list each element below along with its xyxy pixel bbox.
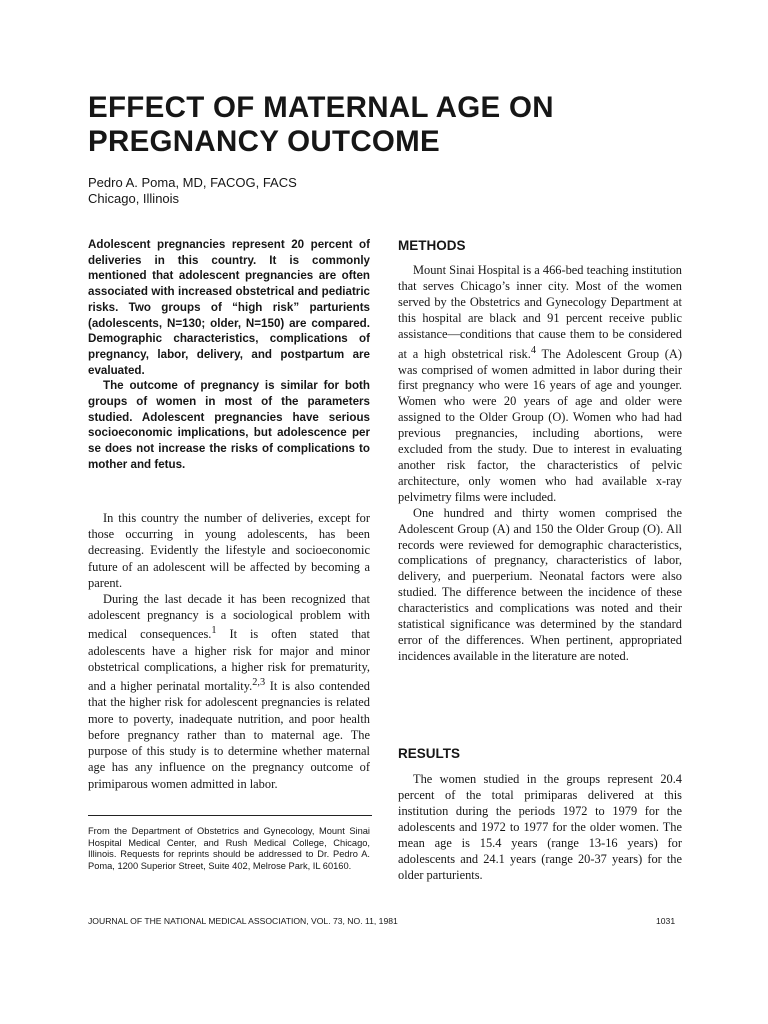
abstract-paragraph-2: The outcome of pregnancy is similar for both groups of women in most of the parameters studied. Adolescent pregnancies have serious socioeconomic implications, but adolescence per se does not increase the risks of complications to mother and fetus. [88, 379, 370, 471]
journal-citation: JOURNAL OF THE NATIONAL MEDICAL ASSOCIATION, VOL. 73, NO. 11, 1981 [88, 916, 398, 926]
methods-paragraph-2: One hundred and thirty women comprised the Adolescent Group (A) and 150 the Older Group (O). All records were reviewed for demographic characteristics, complications of pregnancy, characteristics of labor, delivery, and puerperium. Neonatal factors were also studied. The difference between the incidence of these characteristics and complications was noted and their statistical significance was determined by the standard error of the differences. When pertinent, appropriated incidences available in the literature are noted. [398, 505, 682, 663]
abstract-paragraph-1: Adolescent pregnancies represent 20 percent of deliveries in this country. It is commonly mentioned that adolescent pregnancies are often associated with increased obstetrical and pediatric risks. Two groups of “high risk” parturients (adolescents, N=130; older, N=150) are compared. Demographic characteristics, complications of pregnancy, labor, delivery, and postpartum are evaluated. [88, 238, 370, 377]
methods-section [398, 263, 682, 665]
reference-2-3: 2,3 [252, 677, 266, 689]
author-name: Pedro A. Poma, MD, FACOG, FACS [88, 175, 297, 190]
methods-paragraph-1 [398, 263, 682, 506]
footnote-rule [88, 815, 372, 816]
intro-text-c: It is also contended that the higher risk for adolescent pregnancies is related more to poverty, inadequate nutrition, and poor health before pregnancy rather than to maternal age. The purpose of this study is to determine whether maternal age has any influence on the pregnancy outcome of primiparous women admitted in labor. [88, 679, 370, 791]
author-block [88, 175, 297, 207]
methods-text-b: The Adolescent Group (A) was comprised of women admitted in labor during their first pregnancy who were 16 years of age and younger. Women who were 20 years of age and older were assigned to the Older Group (O). Women who had had previous pregnancies, including abortions, were excluded from the study. Due to interest in evaluating another risk factor, the characteristics of pelvic architecture, only women who had available x-ray pelvimetry films were included. [398, 346, 682, 504]
article-title [88, 91, 688, 159]
affiliation-footnote: From the Department of Obstetrics and Gynecology, Mount Sinai Hospital Medical Center, and Rush Medical College, Chicago, Illinois. Requests for reprints should be addressed to Dr. Pedro A. Poma, 1200 Superior Street, Suite 402, Melrose Park, IL 60160. [88, 826, 370, 871]
intro-paragraph-2 [88, 591, 370, 792]
author-location: Chicago, Illinois [88, 191, 180, 206]
results-heading: RESULTS [398, 746, 461, 761]
title-line-1: EFFECT OF MATERNAL AGE ON [88, 91, 554, 124]
intro-text-b: It is often stated that adolescents have a higher risk for major and minor obstetrical complications, a higher risk for prematurity, and a higher perinatal mortality. [88, 627, 371, 694]
intro-text-a: During the last decade it has been recognized that adolescent pregnancy is a sociological problem with medical consequences. [88, 592, 370, 642]
abstract [88, 237, 370, 473]
reference-4: 4 [530, 344, 536, 356]
results-paragraph-1: The women studied in the groups represent 20.4 percent of the total primiparas delivered at this institution during the periods 1972 to 1979 for the adolescents and 1972 to 1977 for the older women. The mean age is 15.4 years (range 13-16 years) for adolescents and 24.1 years (range 20-37 years) for the older parturients. [398, 772, 682, 882]
introduction [88, 510, 370, 792]
page-number: 1031 [656, 916, 676, 926]
methods-heading: METHODS [398, 238, 466, 253]
methods-text-a: Mount Sinai Hospital is a 466-bed teaching institution that serves Chicago’s inner city. Most of the women served by the Obstetrics and Gynecology Department at this hospital are black and 91 percent receive public assistance—conditions that cause them to be considered at a high obstetrical risk. [398, 263, 682, 361]
title-line-2: PREGNANCY OUTCOME [88, 125, 441, 158]
intro-paragraph-1: In this country the number of deliveries, except for those occurring in young adolescents, has been decreasing. Evidently the lifestyle and socioeconomic future of an adolescent will be affected by becoming a parent. [88, 511, 370, 590]
results-section [398, 771, 682, 883]
reference-1: 1 [211, 625, 217, 637]
